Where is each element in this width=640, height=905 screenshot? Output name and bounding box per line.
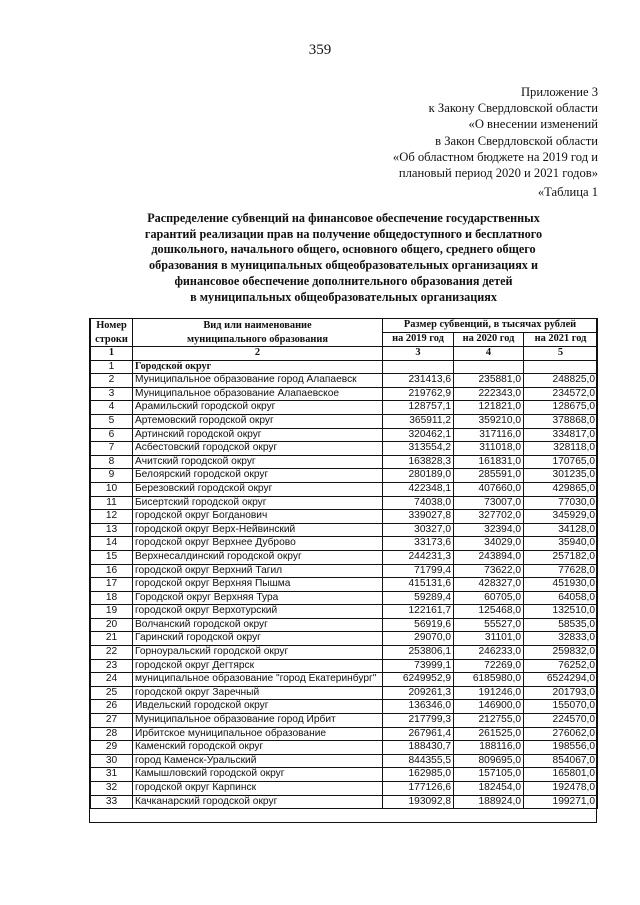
amount-2020-cell: 146900,0 [454,700,524,714]
amount-2020-cell: 246233,0 [454,646,524,660]
amount-2020-cell: 809695,0 [454,754,524,768]
amount-2019-cell: 365911,2 [383,414,454,428]
row-number-cell: 25 [91,686,133,700]
municipality-name-cell: Городской округ Верхняя Тура [133,591,383,605]
amount-2021-cell: 301235,0 [524,469,598,483]
appendix-line: «О внесении изменений [468,117,598,132]
amount-2020-cell: 261525,0 [454,727,524,741]
municipality-name-cell: Березовский городской округ [133,482,383,496]
amount-2021-cell: 170765,0 [524,455,598,469]
amount-2021-cell: 132510,0 [524,605,598,619]
amount-2019-cell: 244231,3 [383,550,454,564]
amount-2021-cell: 192478,0 [524,782,598,796]
header-2020: на 2020 год [454,333,524,347]
row-number-cell: 10 [91,482,133,496]
amount-2021-cell: 328118,0 [524,442,598,456]
amount-2021-cell: 58535,0 [524,618,598,632]
amount-2020-cell [454,360,524,374]
municipality-name-cell: городской округ Заречный [133,686,383,700]
row-number-cell: 23 [91,659,133,673]
amount-2020-cell: 125468,0 [454,605,524,619]
subsidy-table [90,318,598,809]
column-number: 3 [383,347,454,361]
amount-2019-cell: 74038,0 [383,496,454,510]
amount-2020-cell: 60705,0 [454,591,524,605]
municipality-name-cell: городской округ Карпинск [133,782,383,796]
row-number-cell: 32 [91,782,133,796]
column-number: 4 [454,347,524,361]
table-row [91,727,598,741]
table-row [91,618,598,632]
municipality-name-cell: Качканарский городской округ [133,795,383,809]
table-row [91,673,598,687]
appendix-header [393,84,598,181]
title-line: в муниципальных общеобразовательных организациях [190,289,497,304]
amount-2019-cell: 136346,0 [383,700,454,714]
title-line: образования в муниципальных общеобразовательных организациях и [149,258,538,273]
table-body [91,360,598,809]
table-row [91,646,598,660]
municipality-name-cell: Ирбитское муниципальное образование [133,727,383,741]
amount-2020-cell: 188924,0 [454,795,524,809]
amount-2021-cell: 345929,0 [524,510,598,524]
amount-2021-cell: 234572,0 [524,387,598,401]
amount-2020-cell: 31101,0 [454,632,524,646]
header-2019: на 2019 год [383,333,454,347]
amount-2019-cell: 33173,6 [383,537,454,551]
amount-2021-cell: 224570,0 [524,714,598,728]
municipality-name-cell: городской округ Богданович [133,510,383,524]
municipality-name-cell: Волчанский городской округ [133,618,383,632]
amount-2020-cell: 188116,0 [454,741,524,755]
column-number: 1 [91,347,133,361]
amount-2019-cell: 219762,9 [383,387,454,401]
table-row [91,659,598,673]
table-row [91,374,598,388]
amount-2020-cell: 6185980,0 [454,673,524,687]
header-row-number-text: Номер строки [95,320,128,345]
row-number-cell: 15 [91,550,133,564]
amount-2021-cell: 198556,0 [524,741,598,755]
amount-2021-cell: 77030,0 [524,496,598,510]
amount-2020-cell: 34029,0 [454,537,524,551]
municipality-name-cell: Камышловский городской округ [133,768,383,782]
page-number: 359 [308,42,332,58]
amount-2020-cell: 55527,0 [454,618,524,632]
amount-2020-cell: 212755,0 [454,714,524,728]
amount-2019-cell: 253806,1 [383,646,454,660]
table-row [91,714,598,728]
row-number-cell: 8 [91,455,133,469]
municipality-name-cell: Артинский городской округ [133,428,383,442]
amount-2019-cell: 209261,3 [383,686,454,700]
row-number-cell: 4 [91,401,133,415]
amount-2021-cell: 6524294,0 [524,673,598,687]
amount-2021-cell [524,360,598,374]
amount-2019-cell: 73999,1 [383,659,454,673]
row-number-cell: 16 [91,564,133,578]
amount-2019-cell: 188430,7 [383,741,454,755]
amount-2019-cell: 415131,6 [383,578,454,592]
amount-2021-cell: 35940,0 [524,537,598,551]
table-row [91,605,598,619]
amount-2020-cell: 428327,0 [454,578,524,592]
row-number-cell: 7 [91,442,133,456]
row-number-cell: 22 [91,646,133,660]
row-number-cell: 27 [91,714,133,728]
table-row [91,401,598,415]
amount-2021-cell: 77628,0 [524,564,598,578]
amount-2019-cell: 29070,0 [383,632,454,646]
appendix-line: плановый период 2020 и 2021 годов» [398,166,598,181]
header-2021: на 2021 год [524,333,598,347]
row-number-cell: 9 [91,469,133,483]
amount-2019-cell: 162985,0 [383,768,454,782]
municipality-name-cell: Муниципальное образование город Алапаевск [133,374,383,388]
row-number-cell: 1 [91,360,133,374]
amount-2019-cell: 422348,1 [383,482,454,496]
table-row [91,632,598,646]
municipality-name-cell: Белоярский городской округ [133,469,383,483]
title-line: дошкольного, начального общего, основного общего, среднего общего [151,242,536,257]
amount-2020-cell: 73007,0 [454,496,524,510]
amount-2021-cell: 854067,0 [524,754,598,768]
municipality-name-cell: городской округ Верхотурский [133,605,383,619]
header-name [133,319,383,347]
table-row [91,795,598,809]
municipality-name-cell: городской округ Верх-Нейвинский [133,523,383,537]
amount-2021-cell: 165801,0 [524,768,598,782]
municipality-name-cell: Ачитский городской округ [133,455,383,469]
table-label: «Таблица 1 [537,185,598,199]
title-line: финансовое обеспечение дополнительного образования детей [174,273,513,288]
row-number-cell: 19 [91,605,133,619]
amount-2020-cell: 317116,0 [454,428,524,442]
appendix-line: «Об областном бюджете на 2019 год и [392,149,598,164]
title-line: Распределение субвенций на финансовое обеспечение государственных [147,211,540,225]
amount-2021-cell: 334817,0 [524,428,598,442]
amount-2020-cell: 161831,0 [454,455,524,469]
table-row [91,523,598,537]
table-row [91,537,598,551]
table-row [91,496,598,510]
municipality-name-cell: городской округ Верхний Тагил [133,564,383,578]
municipality-name-cell: Бисертский городской округ [133,496,383,510]
row-number-cell: 5 [91,414,133,428]
amount-2021-cell: 64058,0 [524,591,598,605]
amount-2021-cell: 259832,0 [524,646,598,660]
amount-2019-cell: 122161,7 [383,605,454,619]
row-number-cell: 14 [91,537,133,551]
municipality-name-cell: Арамильский городской округ [133,401,383,415]
table-row [91,442,598,456]
amount-2019-cell: 193092,8 [383,795,454,809]
amount-2019-cell: 280189,0 [383,469,454,483]
amount-2019-cell: 6249952,9 [383,673,454,687]
table-row [91,782,598,796]
table-row [91,387,598,401]
municipality-name-cell: Ивдельский городской округ [133,700,383,714]
amount-2019-cell: 59289,4 [383,591,454,605]
amount-2020-cell: 235881,0 [454,374,524,388]
municipality-name-cell: муниципальное образование "город Екатеринбург" [133,673,383,687]
row-number-cell: 12 [91,510,133,524]
amount-2020-cell: 222343,0 [454,387,524,401]
amount-2020-cell: 157105,0 [454,768,524,782]
row-number-cell: 13 [91,523,133,537]
column-number: 5 [524,347,598,361]
amount-2020-cell: 327702,0 [454,510,524,524]
amount-2021-cell: 201793,0 [524,686,598,700]
table-row [91,360,598,374]
table-row [91,768,598,782]
amount-2021-cell: 199271,0 [524,795,598,809]
amount-2021-cell: 76252,0 [524,659,598,673]
amount-2020-cell: 359210,0 [454,414,524,428]
row-number-cell: 17 [91,578,133,592]
amount-2019-cell: 844355,5 [383,754,454,768]
amount-2020-cell: 32394,0 [454,523,524,537]
amount-2021-cell: 451930,0 [524,578,598,592]
table-row [91,414,598,428]
table-row [91,482,598,496]
amount-2019-cell: 177126,6 [383,782,454,796]
amount-2019-cell: 128757,1 [383,401,454,415]
amount-2020-cell: 243894,0 [454,550,524,564]
table-row [91,550,598,564]
amount-2021-cell: 32833,0 [524,632,598,646]
amount-2020-cell: 407660,0 [454,482,524,496]
amount-2020-cell: 72269,0 [454,659,524,673]
header-name-text: Вид или наименование муниципального образования [186,320,329,345]
amount-2021-cell: 429865,0 [524,482,598,496]
row-number-cell: 3 [91,387,133,401]
table-row [91,428,598,442]
table-row [91,469,598,483]
amount-2021-cell: 378868,0 [524,414,598,428]
amount-2020-cell: 191246,0 [454,686,524,700]
row-number-cell: 11 [91,496,133,510]
municipality-name-cell: Гаринский городской округ [133,632,383,646]
table-row [91,578,598,592]
column-number: 2 [133,347,383,361]
table-row [91,455,598,469]
municipality-name-cell: городской округ Дегтярск [133,659,383,673]
header-amount-group: Размер субвенций, в тысячах рублей [383,319,598,333]
amount-2019-cell: 313554,2 [383,442,454,456]
amount-2020-cell: 311018,0 [454,442,524,456]
table-row [91,564,598,578]
amount-2021-cell: 248825,0 [524,374,598,388]
amount-2019-cell: 231413,6 [383,374,454,388]
amount-2019-cell [383,360,454,374]
row-number-cell: 33 [91,795,133,809]
municipality-name-cell: Верхнесалдинский городской округ [133,550,383,564]
row-number-cell: 2 [91,374,133,388]
row-number-cell: 30 [91,754,133,768]
municipality-name-cell: Муниципальное образование Алапаевское [133,387,383,401]
table-row [91,686,598,700]
appendix-line: Приложение 3 [520,85,598,99]
row-number-cell: 31 [91,768,133,782]
amount-2020-cell: 73622,0 [454,564,524,578]
amount-2021-cell: 276062,0 [524,727,598,741]
amount-2019-cell: 71799,4 [383,564,454,578]
row-number-cell: 6 [91,428,133,442]
row-number-cell: 21 [91,632,133,646]
row-number-cell: 24 [91,673,133,687]
document-title [90,211,597,305]
row-number-cell: 18 [91,591,133,605]
amount-2019-cell: 163828,3 [383,455,454,469]
municipality-name-cell: городской округ Верхняя Пышма [133,578,383,592]
amount-2020-cell: 285591,0 [454,469,524,483]
municipality-name-cell: Муниципальное образование город Ирбит [133,714,383,728]
amount-2021-cell: 34128,0 [524,523,598,537]
title-line: гарантий реализации прав на получение общедоступного и бесплатного [144,226,543,241]
amount-2021-cell: 128675,0 [524,401,598,415]
table-row [91,510,598,524]
row-number-cell: 29 [91,741,133,755]
appendix-line: в Закон Свердловской области [435,133,598,148]
municipality-name-cell: Горноуральский городской округ [133,646,383,660]
amount-2020-cell: 182454,0 [454,782,524,796]
amount-2021-cell: 257182,0 [524,550,598,564]
row-number-cell: 28 [91,727,133,741]
municipality-name-cell: Асбестовский городской округ [133,442,383,456]
amount-2021-cell: 155070,0 [524,700,598,714]
row-number-cell: 26 [91,700,133,714]
amount-2019-cell: 267961,4 [383,727,454,741]
appendix-line: к Закону Свердловской области [428,101,598,116]
table-row [91,741,598,755]
row-number-cell: 20 [91,618,133,632]
amount-2019-cell: 56919,6 [383,618,454,632]
header-row-number [91,319,133,347]
amount-2019-cell: 30327,0 [383,523,454,537]
municipality-name-cell: Городской округ [133,360,383,374]
amount-2019-cell: 320462,1 [383,428,454,442]
table-row [91,754,598,768]
table-row [91,591,598,605]
amount-2019-cell: 339027,8 [383,510,454,524]
table-row [91,700,598,714]
amount-2019-cell: 217799,3 [383,714,454,728]
municipality-name-cell: город Каменск-Уральский [133,754,383,768]
municipality-name-cell: Артемовский городской округ [133,414,383,428]
municipality-name-cell: Каменский городской округ [133,741,383,755]
municipality-name-cell: городской округ Верхнее Дуброво [133,537,383,551]
amount-2020-cell: 121821,0 [454,401,524,415]
